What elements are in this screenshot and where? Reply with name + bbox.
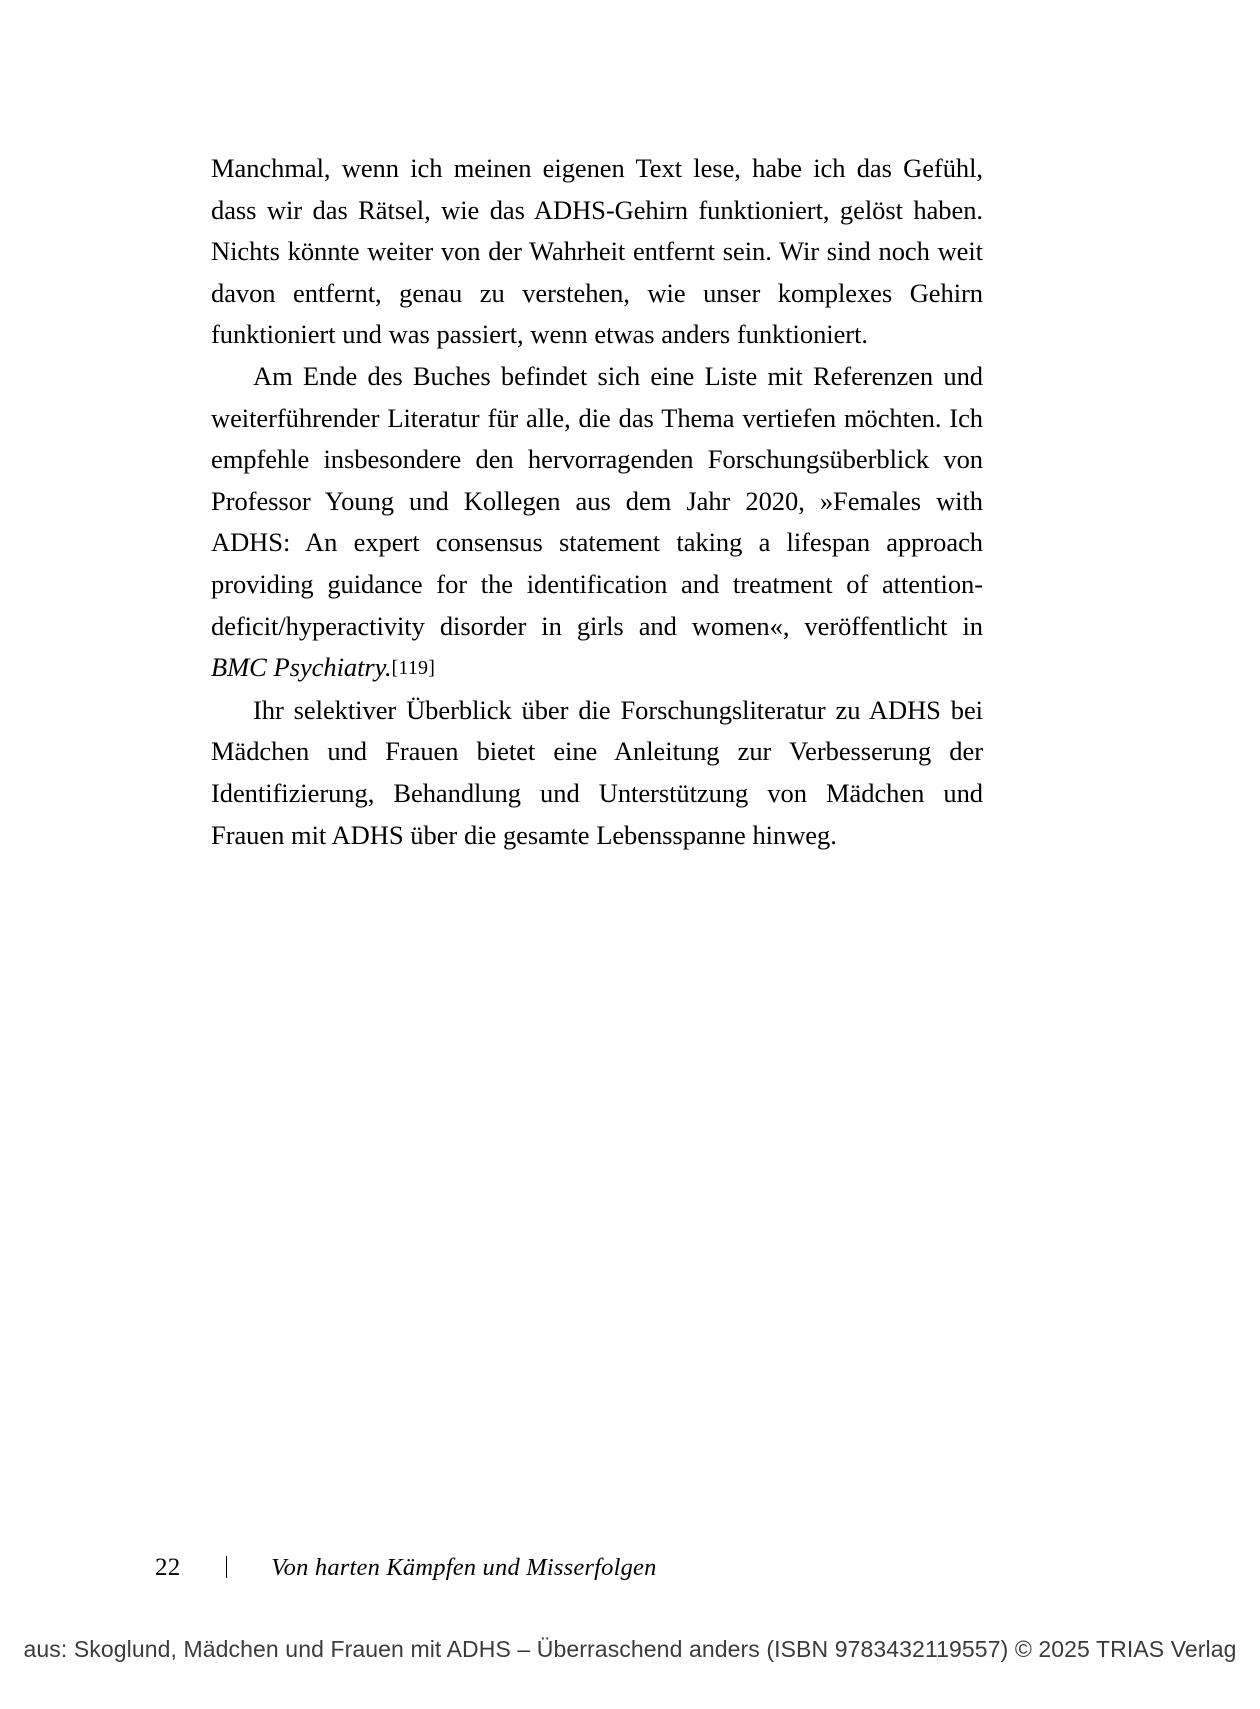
body-text-block (211, 148, 983, 856)
page-number: 22 (155, 1554, 181, 1581)
paragraph-2-text-before-journal: Am Ende des Buches befindet sich eine Liste mit Referenzen und weiterführender Literatur für alle, die das Thema vertiefen möchten. Ich empfehle insbesondere den hervorragenden Forschungsüberblick von Professor Young und Kollegen aus dem Jahr 2020, »Females with ADHS: An expert consensus statement taking a lifespan approach providing guidance for the identification and treatment of attention-deficit/hyperactivity disorder in girls and women«, veröffentlicht in (211, 360, 983, 641)
footer-divider (226, 1556, 228, 1578)
paragraph-2 (211, 356, 983, 690)
journal-name-italic: BMC Psychiatry (211, 652, 385, 683)
paragraph-2-text-after-journal: . (384, 652, 392, 683)
source-attribution: aus: Skoglund, Mädchen und Frauen mit ADHS – Überraschend anders (ISBN 9783432119557) © 2025 TRIAS Verlag (23, 1636, 1237, 1662)
running-footer (155, 1553, 657, 1582)
reference-marker-119: [119] (391, 657, 436, 680)
paragraph-1: Manchmal, wenn ich meinen eigenen Text lese, habe ich das Gefühl, dass wir das Rätsel, wie das ADHS-Gehirn funktioniert, gelöst haben. Nichts könnte weiter von der Wahrheit entfernt sein. Wir sind noch weit davon entfernt, genau zu verstehen, wie unser komplexes Gehirn funktioniert und was passiert, wenn etwas anders funktioniert. (211, 153, 983, 350)
paragraph-3: Ihr selektiver Überblick über die Forschungsliteratur zu ADHS bei Mädchen und Frauen bietet eine Anleitung zur Verbesserung der Identifizierung, Behandlung und Unterstützung von Mädchen und Frauen mit ADHS über die gesamte Lebensspanne hinweg. (211, 694, 983, 850)
chapter-title: Von harten Kämpfen und Misserfolgen (271, 1554, 657, 1581)
